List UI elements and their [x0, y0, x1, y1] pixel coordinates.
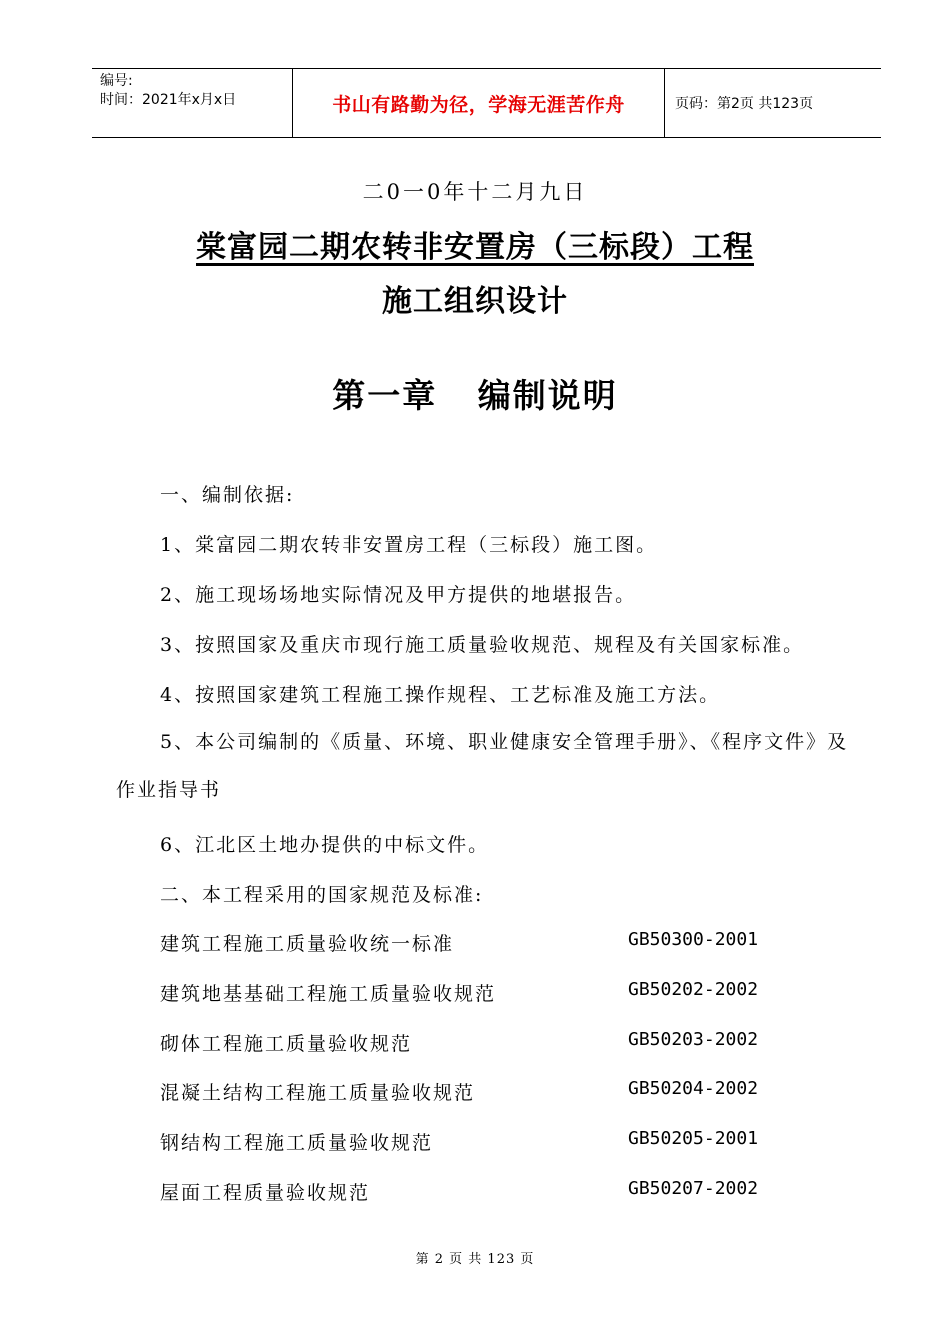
standard-code: GB50205-2001: [628, 1128, 759, 1149]
section2-heading: 二、本工程采用的国家规范及标准:: [160, 884, 484, 906]
header-meta-cell: [92, 69, 293, 137]
standard-name: 建筑地基基础工程施工质量验收规范: [160, 983, 497, 1005]
chapter-heading: 第一章 编制说明: [332, 376, 618, 415]
basis-item-wrapped: 5、本公司编制的《质量、环境、职业健康安全管理手册》、《程序文件》及作业指导书: [116, 731, 849, 801]
motto-text: 书山有路勤为径，学海无涯苦作舟: [332, 93, 625, 116]
standard-code: GB50203-2002: [628, 1029, 759, 1050]
basis-item: 4、按照国家建筑工程施工操作规程、工艺标准及施工方法。: [160, 684, 721, 706]
standard-name: 屋面工程质量验收规范: [160, 1182, 371, 1204]
standard-code: GB50300-2001: [628, 929, 759, 950]
basis-item: 6、江北区土地办提供的中标文件。: [160, 834, 490, 856]
project-title-text: 棠富园二期农转非安置房（三标段）工程: [196, 230, 754, 265]
standard-code: GB50202-2002: [628, 979, 759, 1000]
basis-item: 2、施工现场场地实际情况及甲方提供的地堪报告。: [160, 584, 637, 606]
basis-item: 1、棠富园二期农转非安置房工程（三标段）施工图。: [160, 534, 658, 556]
basis-item: 3、按照国家及重庆市现行施工质量验收规范、规程及有关国家标准。: [160, 634, 805, 656]
standard-code: GB50207-2002: [628, 1178, 759, 1199]
page-header: [92, 68, 881, 138]
standard-name: 钢结构工程施工质量验收规范: [160, 1132, 434, 1154]
project-title: [0, 222, 950, 266]
serial-label: 编号:: [100, 73, 133, 89]
page-label: 页码：第2页 共123页: [675, 96, 814, 112]
standard-name: 混凝土结构工程施工质量验收规范: [160, 1082, 476, 1104]
time-label: 时间：2021年x月x日: [100, 92, 237, 108]
document-date: 二0一0年十二月九日: [362, 180, 588, 204]
standard-code: GB50204-2002: [628, 1078, 759, 1099]
standard-name: 砌体工程施工质量验收规范: [160, 1033, 413, 1055]
document-subtitle: 施工组织设计: [382, 284, 568, 319]
page-footer: 第 2 页 共 123 页: [415, 1252, 535, 1267]
standard-name: 建筑工程施工质量验收统一标准: [160, 933, 455, 955]
section1-heading: 一、编制依据:: [160, 484, 295, 506]
header-page-cell: [665, 69, 881, 137]
header-motto-cell: [293, 69, 665, 137]
